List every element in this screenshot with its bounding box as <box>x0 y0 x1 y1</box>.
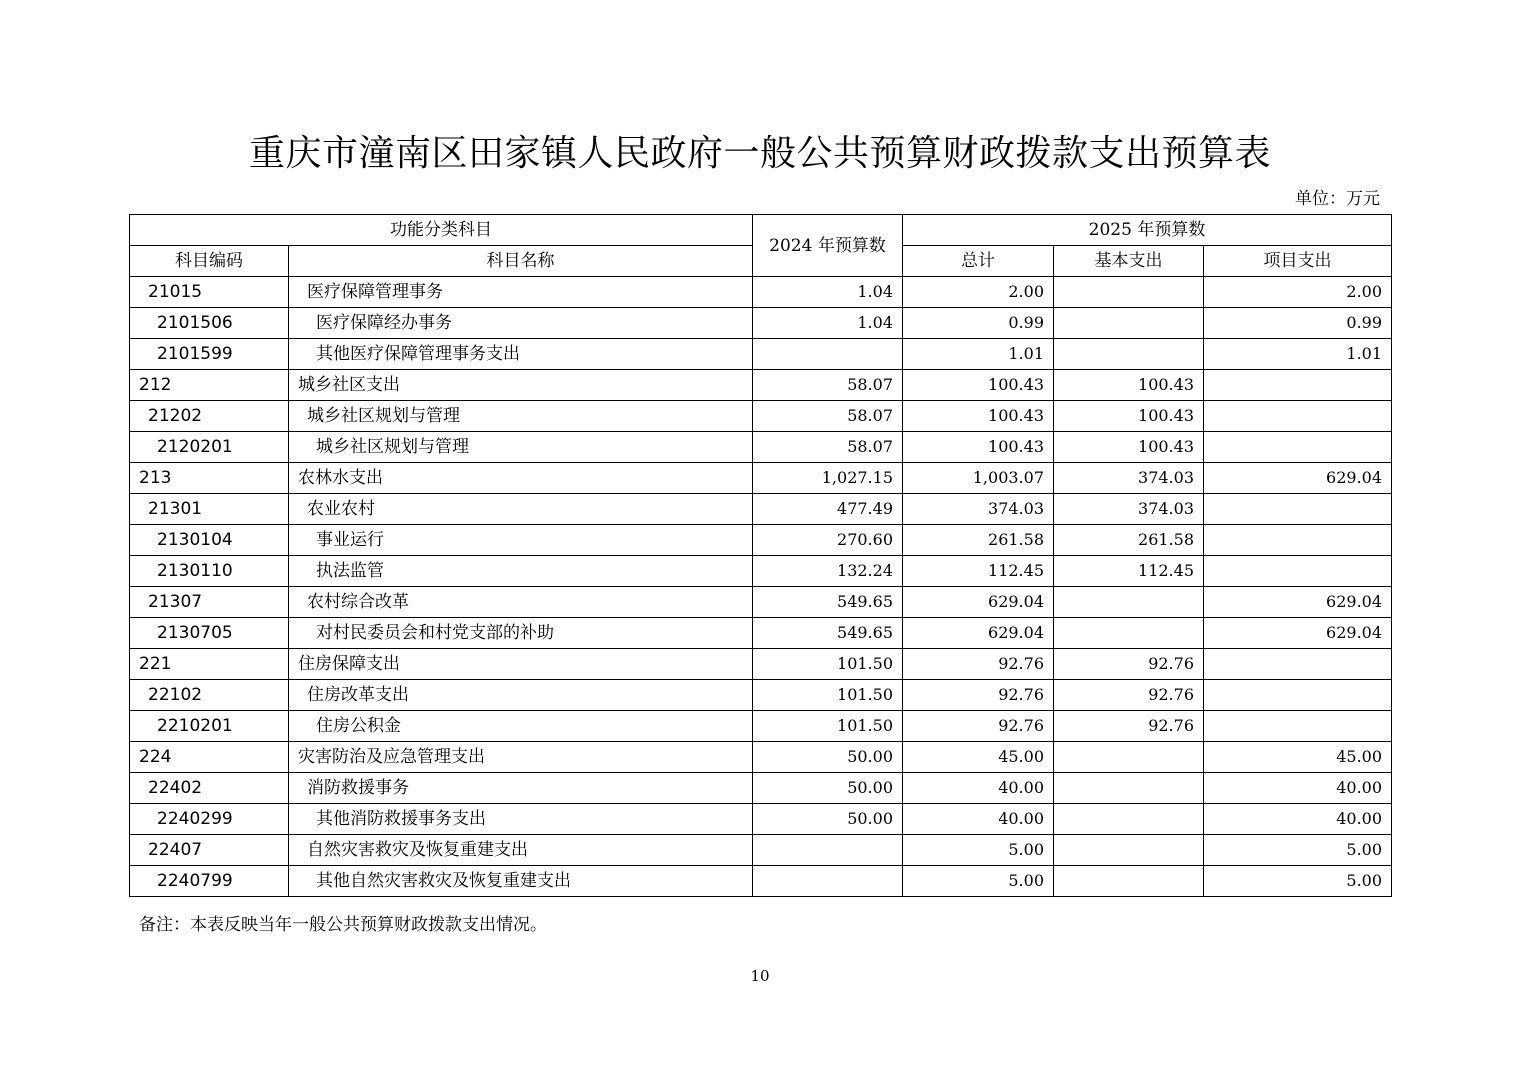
header-code: 科目编码 <box>130 246 289 277</box>
cell-budget-2024: 1.04 <box>753 277 903 308</box>
cell-code: 2240799 <box>130 866 289 897</box>
cell-total: 100.43 <box>903 432 1054 463</box>
table-row <box>130 308 1392 339</box>
table-row <box>130 401 1392 432</box>
cell-project: 40.00 <box>1204 804 1392 835</box>
cell-basic <box>1054 587 1204 618</box>
cell-code: 213 <box>130 463 289 494</box>
cell-total: 629.04 <box>903 587 1054 618</box>
cell-name: 医疗保障管理事务 <box>289 277 753 308</box>
cell-code: 22407 <box>130 835 289 866</box>
cell-project <box>1204 680 1392 711</box>
cell-budget-2024: 58.07 <box>753 370 903 401</box>
cell-name: 自然灾害救灾及恢复重建支出 <box>289 835 753 866</box>
cell-name: 医疗保障经办事务 <box>289 308 753 339</box>
cell-project <box>1204 556 1392 587</box>
table-row <box>130 370 1392 401</box>
cell-code: 2210201 <box>130 711 289 742</box>
cell-basic: 92.76 <box>1054 680 1204 711</box>
cell-total: 40.00 <box>903 773 1054 804</box>
table-row <box>130 587 1392 618</box>
cell-code: 2120201 <box>130 432 289 463</box>
cell-code: 21307 <box>130 587 289 618</box>
cell-total: 0.99 <box>903 308 1054 339</box>
cell-total: 1,003.07 <box>903 463 1054 494</box>
cell-code: 2101506 <box>130 308 289 339</box>
cell-basic <box>1054 339 1204 370</box>
table-row <box>130 680 1392 711</box>
cell-name: 住房保障支出 <box>289 649 753 680</box>
cell-code: 22102 <box>130 680 289 711</box>
cell-total: 112.45 <box>903 556 1054 587</box>
cell-budget-2024 <box>753 835 903 866</box>
cell-name: 事业运行 <box>289 525 753 556</box>
cell-basic <box>1054 773 1204 804</box>
cell-total: 100.43 <box>903 370 1054 401</box>
cell-budget-2024: 50.00 <box>753 773 903 804</box>
cell-basic <box>1054 866 1204 897</box>
cell-name: 执法监管 <box>289 556 753 587</box>
cell-project <box>1204 711 1392 742</box>
header-total: 总计 <box>903 246 1054 277</box>
cell-budget-2024: 1,027.15 <box>753 463 903 494</box>
budget-table <box>129 214 1392 897</box>
header-budget-2024: 2024 年预算数 <box>753 215 903 277</box>
cell-project <box>1204 401 1392 432</box>
cell-basic <box>1054 742 1204 773</box>
table-row <box>130 804 1392 835</box>
cell-name: 灾害防治及应急管理支出 <box>289 742 753 773</box>
cell-project <box>1204 432 1392 463</box>
table-row <box>130 649 1392 680</box>
cell-name: 住房改革支出 <box>289 680 753 711</box>
header-project: 项目支出 <box>1204 246 1392 277</box>
cell-basic: 374.03 <box>1054 494 1204 525</box>
cell-basic <box>1054 835 1204 866</box>
cell-code: 2130110 <box>130 556 289 587</box>
table-row <box>130 432 1392 463</box>
cell-total: 1.01 <box>903 339 1054 370</box>
cell-basic <box>1054 804 1204 835</box>
cell-budget-2024: 477.49 <box>753 494 903 525</box>
header-basic: 基本支出 <box>1054 246 1204 277</box>
cell-basic <box>1054 277 1204 308</box>
cell-budget-2024: 1.04 <box>753 308 903 339</box>
cell-name: 其他消防救援事务支出 <box>289 804 753 835</box>
cell-project <box>1204 649 1392 680</box>
cell-code: 21015 <box>130 277 289 308</box>
table-row <box>130 494 1392 525</box>
cell-budget-2024: 58.07 <box>753 432 903 463</box>
cell-total: 2.00 <box>903 277 1054 308</box>
cell-code: 2240299 <box>130 804 289 835</box>
cell-project <box>1204 494 1392 525</box>
cell-total: 261.58 <box>903 525 1054 556</box>
cell-basic: 100.43 <box>1054 401 1204 432</box>
cell-name: 城乡社区规划与管理 <box>289 401 753 432</box>
cell-total: 374.03 <box>903 494 1054 525</box>
cell-project <box>1204 525 1392 556</box>
cell-budget-2024: 101.50 <box>753 649 903 680</box>
cell-project: 1.01 <box>1204 339 1392 370</box>
table-row <box>130 773 1392 804</box>
cell-budget-2024: 549.65 <box>753 618 903 649</box>
cell-budget-2024: 50.00 <box>753 804 903 835</box>
cell-project: 45.00 <box>1204 742 1392 773</box>
cell-project: 629.04 <box>1204 463 1392 494</box>
cell-code: 21202 <box>130 401 289 432</box>
cell-name: 其他自然灾害救灾及恢复重建支出 <box>289 866 753 897</box>
table-header <box>130 215 1392 277</box>
cell-basic: 112.45 <box>1054 556 1204 587</box>
cell-total: 40.00 <box>903 804 1054 835</box>
cell-name: 其他医疗保障管理事务支出 <box>289 339 753 370</box>
cell-code: 2130104 <box>130 525 289 556</box>
cell-code: 21301 <box>130 494 289 525</box>
header-functional-category: 功能分类科目 <box>130 215 753 246</box>
cell-total: 92.76 <box>903 680 1054 711</box>
table-row <box>130 835 1392 866</box>
cell-basic: 374.03 <box>1054 463 1204 494</box>
table-row <box>130 742 1392 773</box>
header-row-1 <box>130 215 1392 246</box>
cell-code: 224 <box>130 742 289 773</box>
cell-budget-2024: 58.07 <box>753 401 903 432</box>
table-row <box>130 618 1392 649</box>
table-row <box>130 525 1392 556</box>
header-name: 科目名称 <box>289 246 753 277</box>
table-row <box>130 277 1392 308</box>
cell-total: 5.00 <box>903 835 1054 866</box>
cell-budget-2024 <box>753 866 903 897</box>
cell-budget-2024: 101.50 <box>753 680 903 711</box>
header-budget-2025: 2025 年预算数 <box>903 215 1392 246</box>
cell-project: 0.99 <box>1204 308 1392 339</box>
cell-project <box>1204 370 1392 401</box>
cell-basic: 92.76 <box>1054 649 1204 680</box>
cell-code: 22402 <box>130 773 289 804</box>
cell-total: 92.76 <box>903 649 1054 680</box>
cell-budget-2024 <box>753 339 903 370</box>
cell-budget-2024: 549.65 <box>753 587 903 618</box>
table-row <box>130 711 1392 742</box>
cell-total: 5.00 <box>903 866 1054 897</box>
cell-basic: 261.58 <box>1054 525 1204 556</box>
cell-project: 5.00 <box>1204 866 1392 897</box>
cell-project: 5.00 <box>1204 835 1392 866</box>
table-note: 备注：本表反映当年一般公共预算财政拨款支出情况。 <box>139 915 547 935</box>
page-title: 重庆市潼南区田家镇人民政府一般公共预算财政拨款支出预算表 <box>248 133 1271 174</box>
cell-code: 212 <box>130 370 289 401</box>
cell-budget-2024: 50.00 <box>753 742 903 773</box>
cell-project: 629.04 <box>1204 618 1392 649</box>
cell-basic <box>1054 618 1204 649</box>
table-row <box>130 339 1392 370</box>
table-row <box>130 463 1392 494</box>
cell-name: 消防救援事务 <box>289 773 753 804</box>
cell-total: 629.04 <box>903 618 1054 649</box>
cell-code: 2130705 <box>130 618 289 649</box>
cell-name: 住房公积金 <box>289 711 753 742</box>
cell-code: 2101599 <box>130 339 289 370</box>
cell-name: 农业农村 <box>289 494 753 525</box>
cell-name: 农村综合改革 <box>289 587 753 618</box>
cell-name: 城乡社区支出 <box>289 370 753 401</box>
cell-budget-2024: 132.24 <box>753 556 903 587</box>
cell-project: 2.00 <box>1204 277 1392 308</box>
cell-name: 对村民委员会和村党支部的补助 <box>289 618 753 649</box>
cell-budget-2024: 101.50 <box>753 711 903 742</box>
table-body <box>130 277 1392 897</box>
cell-project: 629.04 <box>1204 587 1392 618</box>
cell-name: 城乡社区规划与管理 <box>289 432 753 463</box>
cell-basic: 100.43 <box>1054 432 1204 463</box>
table-row <box>130 866 1392 897</box>
page-number: 10 <box>750 967 770 985</box>
cell-name: 农林水支出 <box>289 463 753 494</box>
cell-code: 221 <box>130 649 289 680</box>
cell-basic <box>1054 308 1204 339</box>
cell-budget-2024: 270.60 <box>753 525 903 556</box>
cell-basic: 92.76 <box>1054 711 1204 742</box>
cell-project: 40.00 <box>1204 773 1392 804</box>
unit-label: 单位：万元 <box>1295 189 1380 209</box>
cell-basic: 100.43 <box>1054 370 1204 401</box>
cell-total: 45.00 <box>903 742 1054 773</box>
cell-total: 92.76 <box>903 711 1054 742</box>
cell-total: 100.43 <box>903 401 1054 432</box>
table-row <box>130 556 1392 587</box>
